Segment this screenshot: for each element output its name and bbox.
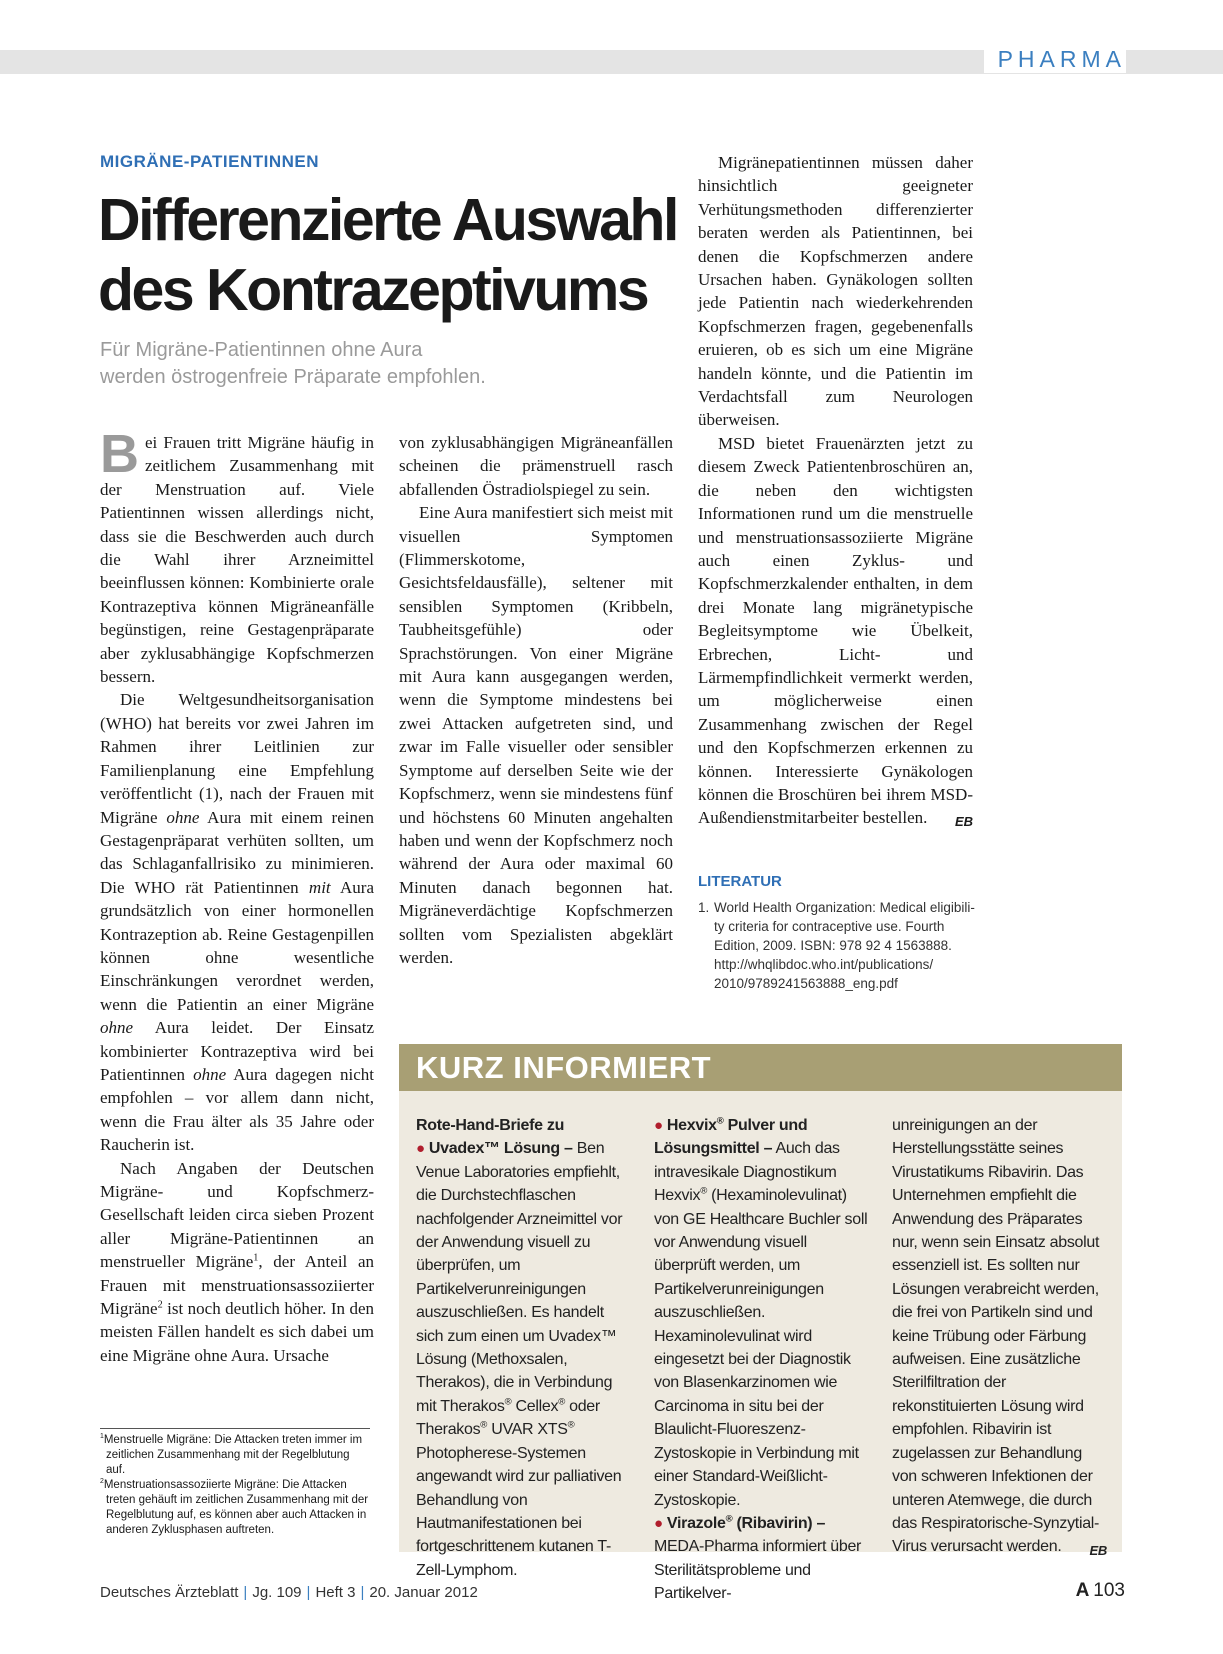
article-deck [100, 337, 620, 391]
footnote-mark: 2 [100, 1478, 104, 1486]
volume: Jg. 109 [252, 1584, 302, 1601]
paragraph-text: Aura leidet. Der Einsatz kombinierter Kontrazeptiva wird bei Patientinnen [100, 1018, 374, 1084]
registered-mark: ® [700, 1185, 707, 1197]
news-item-title: Virazole [666, 1514, 726, 1532]
paragraph: von zyklusabhängigen Migräneanfällen scheinen die prämenstruell rasch abfallenden Östradiolspiegel zu sein. [399, 433, 673, 499]
bullet-icon: ● [654, 1117, 663, 1134]
literature-line: Edition, 2009. ISBN: 978 92 4 1563888. [714, 938, 952, 953]
deck-line-1: Für Migräne-Patientinnen ohne Aura [100, 339, 423, 361]
news-box-column-1 [416, 1114, 631, 1582]
footnote-ref: 2 [157, 1299, 163, 1311]
news-text: (Hexaminolevulinat) von GE Healthcare Buchler soll vor Anwendung visuell überprüft werden, um Partikelverunreinigungen auszuschließen. Hexaminolevulinat wird eingesetzt bei der Diagnostik von Blasenkarzinomen wie Carcinoma in situ bei der Blaulicht-Fluoreszenz-Zystoskopie in Verbindung mit einer Standard-Weißlicht-Zystoskopie. [654, 1187, 868, 1509]
news-item [654, 1114, 869, 1512]
literature-line: World Health Organization: Medical eligibili- [714, 900, 975, 915]
paragraph: Migränepatientinnen müssen daher hinsichtlich geeigneter Verhütungsmethoden differenzierter beraten werden als Patientinnen, bei denen die Kopfschmerzen andere Ursachen haben. Gynäkologen sollten jede Patientin nach wiederkehrenden Kopfschmerzen fragen, gegebenenfalls eruieren, ob es sich um eine Migräne handeln könnte, und die Patientin im Verdachtsfall zum Neurologen überweisen. [698, 153, 973, 430]
paragraph-text: Aura dagegen nicht empfohlen – vor allem dann nicht, wenn die Frau älter als 35 Jahre oder Raucherin ist. [100, 1064, 374, 1155]
news-item [892, 1114, 1107, 1559]
page-footer [100, 1584, 478, 1601]
registered-mark: ® [558, 1396, 565, 1408]
footnote-2 [100, 1478, 370, 1538]
news-text: Auch das intravesikale Diagnostikum Hexvix [654, 1140, 840, 1205]
headline-line-2: des Kontrazeptivums [98, 257, 648, 323]
news-item-title: Uvadex™ Lösung – [428, 1140, 573, 1158]
literature-line: ty criteria for contraceptive use. Fourth [714, 919, 945, 934]
footnote-text: Menstruationsassoziierte Migräne: Die Attacken treten gehäuft im zeitlichen Zusammenhang mit der Regelblutung auf, es können aber auch Attacken in anderen Zyklusphasen auftreten. [103, 1479, 369, 1536]
news-text: Photopherese-Systemen angewandt wird zur palliativen Behandlung von Hautmanifestationen bei fortgeschrittenem kutanen T-Zell-Lymphom. [416, 1444, 622, 1579]
deck-line-2: werden östrogenfreie Präparate empfohlen. [100, 366, 486, 388]
drop-cap: B [100, 424, 139, 484]
article-kicker: MIGRÄNE-PATIENTINNEN [100, 152, 320, 171]
footnote-text: Menstruelle Migräne: Die Attacken treten immer im zeitlichen Zusammenhang mit der Regelblutung auf. [103, 1434, 363, 1476]
page-number-value: 103 [1093, 1580, 1125, 1601]
news-title: Rote-Hand-Briefe zu [416, 1117, 565, 1134]
bullet-icon: ● [416, 1140, 425, 1158]
footnote-mark: 1 [100, 1433, 104, 1441]
news-text: MEDA-Pharma informiert über Sterilitätsprobleme und Partikelver- [654, 1538, 862, 1603]
registered-mark: ® [567, 1419, 575, 1431]
literature-link[interactable]: http://whqlibdoc.who.int/publications/ [714, 957, 934, 972]
news-box-heading: KURZ INFORMIERT [399, 1044, 1122, 1091]
news-item-title: Pulver und Lösungsmittel – [654, 1117, 808, 1158]
news-item [416, 1137, 631, 1582]
article-column-2 [399, 431, 673, 969]
news-text: Ben Venue Laboratories empfiehlt, die Durchstechflaschen nachfolgender Arzneimittel vor der Anwendung visuell zu überprüfen, um Partikelverunreinigungen auszuschließen. Es handelt sich zum einen um Uvadex™ Lösung (Methoxsalen, Therakos), die in Verbindung mit Therakos [416, 1140, 623, 1415]
news-box-column-3 [892, 1114, 1107, 1563]
paragraph [100, 688, 374, 1156]
paragraph-text: Nach Angaben der Deutschen Migräne- und Kopfschmerz-Gesellschaft leiden circa sieben Prozent aller Migräne-Patientinnen an menstrueller Migräne [100, 1158, 374, 1272]
news-item-title: Hexvix [666, 1117, 717, 1134]
paragraph-text: , der Anteil an Frauen mit menstruationsassoziierter Migräne [100, 1252, 375, 1319]
news-item-title: (Ribavirin) – [732, 1514, 826, 1532]
paragraph-text: Aura mit einem reinen Gestagenpräparat verhüten sollten, um das Schlaganfallrisiko zu minimieren. Die WHO rät Patientinnen [100, 807, 375, 897]
paragraph [100, 1157, 374, 1368]
paragraph [698, 432, 973, 830]
paragraph-text: MSD bietet Frauenärzten jetzt zu diesem Zweck Patientenbroschüren an, die neben den wichtigsten Informationen rund um die menstruelle und menstruationsassoziierte Migräne auch einen Zyklus- und Kopfschmerzkalender enthalten, in dem drei Monate lang migränetypische Begleitsymptome wie Übelkeit, Erbrechen, Licht- und Lärmempfindlichkeit vermerkt werden, um möglicherweise einen Zusammenhang zwischen der Regel und den Kopfschmerzen erkennen zu können. Interessierte Gynäkologen können die Broschüren bei ihrem MSD-Außendienstmitarbeiter bestellen. [698, 433, 973, 828]
news-text: UVAR XTS [487, 1421, 568, 1439]
headline-line-1: Differenzierte Auswahl [98, 187, 677, 253]
article-column-3 [698, 151, 973, 834]
paragraph: Eine Aura manifestiert sich meist mit visuellen Symptomen (Flimmerskotome, Gesichtsfeldausfälle), seltener mit sensiblen Symptomen (Kribbeln, Taubheitsgefühle) oder Sprachstörungen. Von einer Migräne mit Aura kann ausgegangen werden, wenn die Symptome mindestens bei zwei Attacken aufgetreten sind, und zwar im Falle visueller oder sensibler Symptome auf derselben Seite wie der Kopfschmerz, wenn sie mindestens fünf und höchstens 60 Minuten angehalten haben und wenn der Kopfschmerz noch während der Aura oder maximal 60 Minuten danach begonnen hat. Migräneverdächtige Kopfschmerzen sollten vom Spezialisten abgeklärt werden. [399, 503, 673, 967]
page-number [1076, 1580, 1125, 1602]
literature-heading: LITERATUR [698, 873, 782, 890]
bullet-icon: ● [654, 1514, 663, 1532]
paragraph-text: ist noch deutlich höher. In den meisten Fällen handelt es sich dabei um eine Migräne ohne Aura. Ursache [100, 1299, 374, 1365]
news-box-column-2 [654, 1114, 869, 1606]
separator: | [360, 1584, 365, 1601]
emphasis: ohne [166, 807, 200, 827]
registered-mark: ® [504, 1396, 512, 1408]
author-initials: EB [1089, 1543, 1107, 1559]
footnotes [100, 1428, 370, 1538]
separator: | [306, 1584, 311, 1601]
literature-entry [698, 898, 978, 993]
news-text: unreinigungen an der Herstellungsstätte seines Virustatikums Ribavirin. Das Unternehmen empfiehlt die Anwendung des Präparates nur, wenn sein Einsatz absolut essenziell ist. Es sollten nur Lösungen verabreicht werden, die frei von Partikeln sind und keine Trübung oder Färbung aufweisen. Eine zusätzliche Sterilfiltration der rekonstituierten Lösung wird empfohlen. Ribavirin ist zugelassen zur Behandlung von schweren Infektionen der unteren Atemwege, die durch das Respiratorische-Synzytial-Virus verursacht werden. [892, 1117, 1100, 1556]
registered-mark: ® [725, 1513, 733, 1525]
registered-mark: ® [716, 1115, 724, 1127]
article-headline [98, 185, 698, 325]
journal-name: Deutsches Ärzteblatt [100, 1584, 239, 1601]
literature-number: 1. [698, 900, 710, 915]
article-column-1 [100, 424, 375, 1367]
news-text: oder Therakos [416, 1397, 600, 1439]
paragraph [100, 424, 374, 688]
author-initials: EB [954, 814, 973, 830]
news-text: Cellex [511, 1397, 559, 1415]
paragraph-text: ei Frauen tritt Migräne häufig in zeitlichem Zusammenhang mit der Menstruation auf. Viele Patientinnen wissen allerdings nicht, dass sie die Beschwerden auch durch die Wahl ihrer Arzneimittel beeinflussen können: Kombinierte orale Kontrazeptiva können Migräneanfälle begünstigen, reine Gestagenpräparate aber zyklusabhängige Kopfschmerzen bessern. [100, 433, 374, 687]
paragraph-text: Die Weltgesundheitsorganisation (WHO) hat bereits vor zwei Jahren im Rahmen ihrer Leitlinien zur Familienplanung eine Empfehlung veröffentlicht (1), nach der Frauen mit Migräne [100, 690, 374, 827]
separator: | [243, 1584, 248, 1601]
footnote-1 [100, 1433, 370, 1478]
footnote-ref: 1 [253, 1252, 259, 1264]
registered-mark: ® [480, 1419, 488, 1431]
literature-text [714, 898, 978, 993]
paragraph-text: Aura grundsätzlich von einer hormonellen Kontrazeption ab. Reine Gestagenpillen können ohne wesentliche Einschränkungen verordnet werden, wenn die Patientin an einer Migräne [100, 877, 374, 1014]
page-prefix: A [1075, 1580, 1090, 1601]
news-item [654, 1512, 869, 1606]
issue-date: 20. Januar 2012 [369, 1584, 478, 1601]
emphasis: mit [308, 877, 331, 897]
emphasis: ohne [193, 1064, 227, 1084]
emphasis: ohne [100, 1018, 134, 1038]
issue: Heft 3 [315, 1584, 356, 1601]
literature-link[interactable]: 2010/9789241563888_eng.pdf [714, 976, 898, 991]
section-label: PHARMA [984, 46, 1126, 73]
